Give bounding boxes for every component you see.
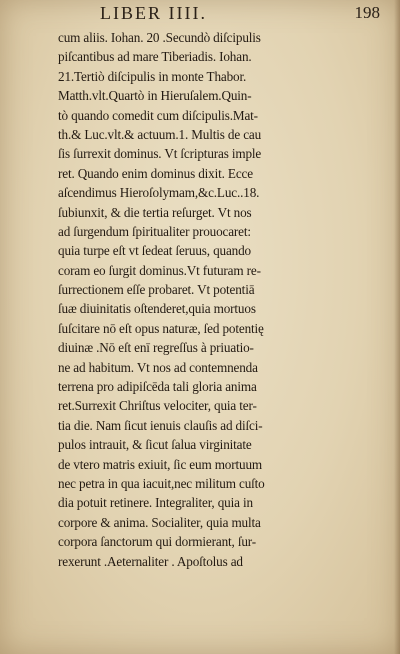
text-line: aſcendimus Hieroſolymam,&c.Luc..18. (58, 185, 260, 201)
text-line: dia potuit retinere. Integraliter, quia in (58, 495, 253, 511)
page-edge-shadow (394, 0, 400, 654)
text-line: coram eo ſurgit dominus.Vt futuram re- (58, 262, 261, 278)
text-line: ſuſcitare nō eſt opus naturæ, ſed potentię (58, 320, 264, 336)
text-line: tia die. Nam ſicut ienuis clauſis ad diſci- (58, 417, 263, 433)
text-line: corpore & anima. Socialiter, quia multa (58, 514, 261, 530)
text-line: ret. Quando enim dominus dixit. Ecce (58, 165, 253, 181)
text-line: terrena pro adipiſcēda tali gloria anima (58, 379, 257, 395)
text-line: rexerunt .Aeternaliter . Apoſtolus ad (58, 553, 243, 569)
text-line: corpora ſanctorum qui dormierant, ſur- (58, 534, 257, 550)
text-line: 21.Tertiò diſcipulis in monte Thabor. (58, 68, 247, 84)
text-line: de vtero matris exiuit, ſic eum mortuum (58, 456, 263, 472)
text-line: piſcantibus ad mare Tiberiadis. Iohan. (58, 49, 252, 65)
text-line: ret.Surrexit Chriſtus velociter, quia ter- (58, 398, 257, 414)
body-text (58, 28, 358, 571)
text-line: ad ſurgendum ſpiritualiter prouocaret: (58, 223, 251, 239)
page-header (60, 3, 380, 25)
text-line: Matth.vlt.Quartò in Hieruſalem.Quin- (58, 88, 252, 104)
text-line: nec petra in qua iacuit,nec militum cuſto (58, 475, 265, 491)
folio-number: 198 (354, 3, 380, 22)
text-line: ſubiunxit, & die tertia reſurget. Vt nos (58, 204, 252, 220)
text-line: cum aliis. Iohan. 20 .Secundò diſcipulis (58, 30, 261, 45)
text-line: ſis ſurrexit dominus. Vt ſcripturas imple (58, 146, 262, 162)
text-line: tò quando comedit cum diſcipulis.Mat- (58, 107, 258, 123)
text-line: diuinæ .Nō eſt enī regreſſus à priuatio- (58, 340, 254, 356)
text-line: ſuæ diuinitatis oſtenderet,quia mortuos (58, 301, 256, 317)
text-line: ſurrectionem eſſe probaret. Vt potentiā (58, 282, 255, 298)
text-line: ne ad habitum. Vt nos ad contemnenda (58, 359, 258, 375)
running-head: LIBER IIII. (100, 3, 207, 23)
text-line: pulos intrauit, & ſicut ſalua virginitate (58, 437, 252, 453)
text-line: th.& Luc.vlt.& actuum.1. Multis de cau (58, 126, 262, 142)
text-line: quia turpe eſt vt ſedeat ſeruus, quando (58, 243, 251, 259)
